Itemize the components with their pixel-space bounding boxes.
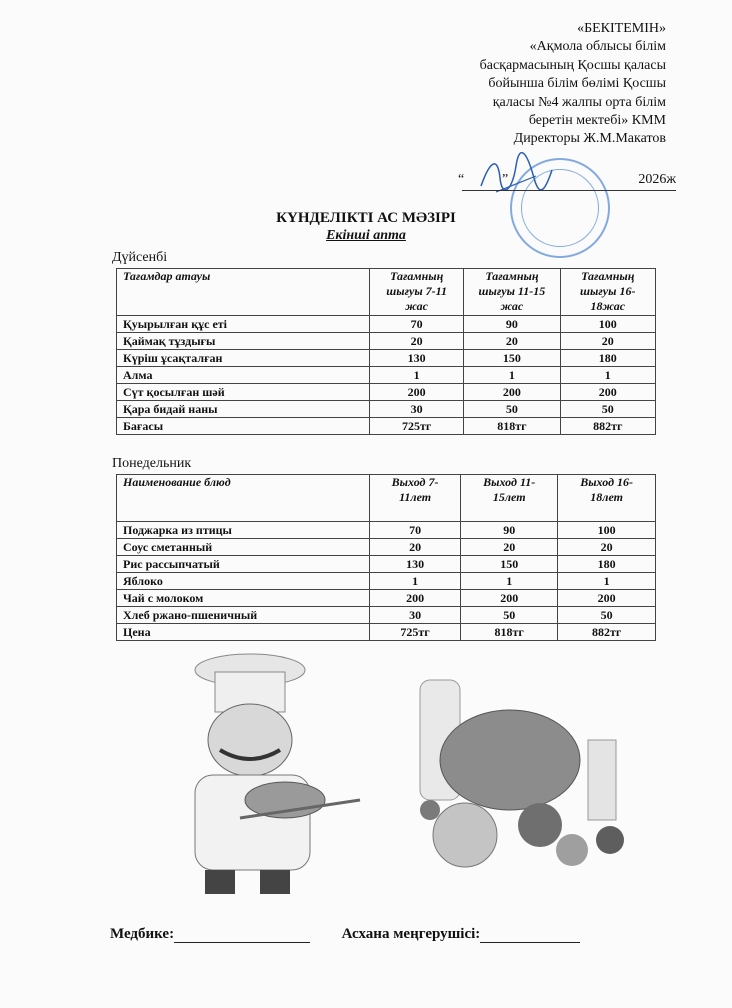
- dish-name: Чай с молоком: [117, 590, 370, 607]
- chef-and-food-illustration: [110, 650, 650, 910]
- portion-7-11: 70: [370, 316, 464, 333]
- portion-11-15: 50: [464, 401, 560, 418]
- portion-11-15: 90: [461, 522, 558, 539]
- portion-11-15: 200: [461, 590, 558, 607]
- portion-11-15: 90: [464, 316, 560, 333]
- price-7-11: 725тг: [370, 418, 464, 435]
- date-quote-open: “: [458, 172, 465, 187]
- portion-11-15: 150: [461, 556, 558, 573]
- table-row: [117, 556, 656, 573]
- table-row: [117, 607, 656, 624]
- column-header: Тағамның шығуы 7-11 жас: [370, 269, 464, 316]
- portion-16-18: 200: [560, 384, 655, 401]
- dish-name: Қуырылған құс еті: [117, 316, 370, 333]
- column-header: Тағамның шығуы 11-15 жас: [464, 269, 560, 316]
- portion-7-11: 130: [370, 556, 461, 573]
- portion-7-11: 30: [370, 401, 464, 418]
- price-11-15: 818тг: [464, 418, 560, 435]
- portion-11-15: 200: [464, 384, 560, 401]
- food-icon: [420, 680, 624, 867]
- table-row: [117, 384, 656, 401]
- menu-table-kz: [116, 268, 656, 435]
- page-title: КҮНДЕЛІКТІ АС МӘЗІРІ: [276, 210, 456, 226]
- nurse-signature-blank: [174, 942, 310, 943]
- table-row: [117, 367, 656, 384]
- approval-line: беретін мектебі» КММ: [528, 113, 666, 129]
- approval-line: бойынша білім бөлімі Қосшы: [488, 76, 666, 92]
- dish-name: Сүт қосылған шәй: [117, 384, 370, 401]
- portion-7-11: 1: [370, 367, 464, 384]
- approval-line: «БЕКІТЕМІН»: [577, 21, 666, 36]
- portion-16-18: 100: [560, 316, 655, 333]
- director-line: Директоры Ж.М.Макатов: [513, 131, 666, 147]
- column-header: Выход 7-11лет: [370, 475, 461, 522]
- price-label: Цена: [117, 624, 370, 641]
- table-row: [117, 590, 656, 607]
- portion-11-15: 1: [461, 573, 558, 590]
- portion-16-18: 1: [558, 573, 656, 590]
- portion-16-18: 1: [560, 367, 655, 384]
- dish-name: Қаймақ тұздығы: [117, 333, 370, 350]
- page-subtitle: Екінші апта: [326, 228, 406, 243]
- price-7-11: 725тг: [370, 624, 461, 641]
- table-row: [117, 333, 656, 350]
- portion-16-18: 50: [560, 401, 655, 418]
- date-year: 2026ж: [638, 172, 676, 187]
- portion-16-18: 20: [560, 333, 655, 350]
- table-row: [117, 573, 656, 590]
- menu-table-ru: [116, 474, 656, 641]
- table-row: [117, 522, 656, 539]
- approval-line: басқармасының Қосшы қаласы: [479, 57, 666, 73]
- column-header: Тағамдар атауы: [117, 269, 370, 316]
- canteen-head-signature-blank: [480, 942, 580, 943]
- portion-16-18: 50: [558, 607, 656, 624]
- dish-name: Хлеб ржано-пшеничный: [117, 607, 370, 624]
- table-header-row: [117, 475, 656, 522]
- price-16-18: 882тг: [558, 624, 656, 641]
- price-row: [117, 624, 656, 641]
- portion-16-18: 180: [558, 556, 656, 573]
- dish-name: Рис рассыпчатый: [117, 556, 370, 573]
- approval-line: «Ақмола облысы білім: [529, 39, 666, 55]
- approval-line: қаласы №4 жалпы орта білім: [492, 94, 666, 110]
- portion-7-11: 130: [370, 350, 464, 367]
- column-header: Тағамның шығуы 16-18жас: [560, 269, 655, 316]
- dish-name: Қара бидай наны: [117, 401, 370, 418]
- price-label: Бағасы: [117, 418, 370, 435]
- portion-7-11: 20: [370, 539, 461, 556]
- approval-block: [386, 20, 666, 149]
- price-11-15: 818тг: [461, 624, 558, 641]
- dish-name: Алма: [117, 367, 370, 384]
- table-row: [117, 316, 656, 333]
- column-header: Наименование блюд: [117, 475, 370, 522]
- portion-7-11: 200: [370, 590, 461, 607]
- chef-icon: [195, 654, 360, 894]
- price-16-18: 882тг: [560, 418, 655, 435]
- dish-name: Күріш ұсақталған: [117, 350, 370, 367]
- date-quote-close: ”: [502, 172, 509, 187]
- portion-7-11: 30: [370, 607, 461, 624]
- canteen-head-label: Асхана меңгерушісі:: [341, 926, 481, 942]
- column-header: Выход 11-15лет: [461, 475, 558, 522]
- nurse-label: Медбике:: [110, 926, 175, 942]
- portion-7-11: 1: [370, 573, 461, 590]
- portion-16-18: 180: [560, 350, 655, 367]
- day-label-kz: Дүйсенбі: [112, 250, 168, 265]
- table-header-row: [117, 269, 656, 316]
- column-header: Выход 16-18лет: [558, 475, 656, 522]
- portion-11-15: 50: [461, 607, 558, 624]
- portion-7-11: 200: [370, 384, 464, 401]
- dish-name: Яблоко: [117, 573, 370, 590]
- portion-11-15: 1: [464, 367, 560, 384]
- price-row: [117, 418, 656, 435]
- portion-16-18: 200: [558, 590, 656, 607]
- table-row: [117, 401, 656, 418]
- portion-16-18: 20: [558, 539, 656, 556]
- signature-lines: [110, 926, 580, 943]
- approval-date: [458, 172, 676, 191]
- table-row: [117, 539, 656, 556]
- day-label-ru: Понедельник: [112, 456, 192, 471]
- portion-11-15: 20: [464, 333, 560, 350]
- dish-name: Поджарка из птицы: [117, 522, 370, 539]
- dish-name: Соус сметанный: [117, 539, 370, 556]
- portion-11-15: 150: [464, 350, 560, 367]
- portion-7-11: 70: [370, 522, 461, 539]
- portion-7-11: 20: [370, 333, 464, 350]
- portion-16-18: 100: [558, 522, 656, 539]
- table-row: [117, 350, 656, 367]
- portion-11-15: 20: [461, 539, 558, 556]
